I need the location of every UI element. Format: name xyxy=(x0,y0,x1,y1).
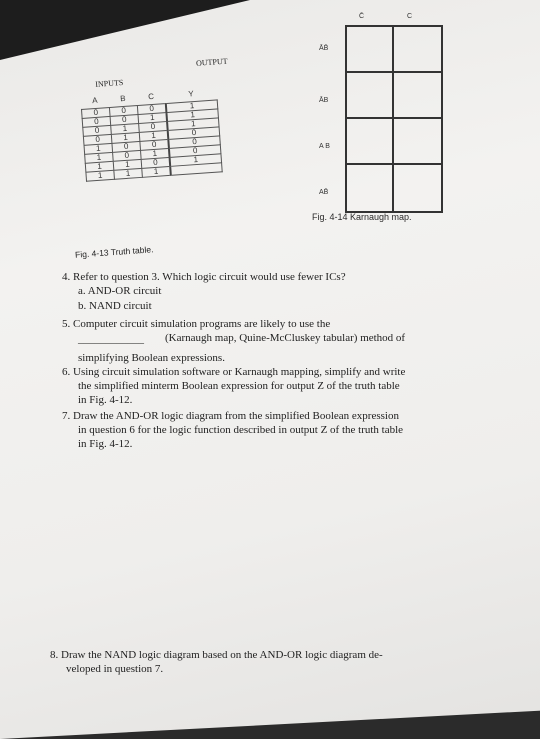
kmap-row-label-1: ĀB̄ xyxy=(319,45,329,52)
truth-table-cell: 0 xyxy=(169,145,221,158)
kmap-col-label-cbar: C̄ xyxy=(359,13,365,20)
kmap-col-label-c: C xyxy=(407,13,413,20)
question-6-line2: the simplified minterm Boolean expression for output Z of the truth table xyxy=(78,380,400,392)
kmap-row-label-4: AB̄ xyxy=(319,189,329,196)
truth-table-cell: 1 xyxy=(85,161,114,172)
truth-table-cell: 1 xyxy=(86,170,115,181)
truth-table-cell: 1 xyxy=(170,154,222,167)
truth-table-cell: 0 xyxy=(83,134,112,145)
kmap-divider-row1 xyxy=(347,71,441,73)
truth-table-cell: 0 xyxy=(168,127,220,140)
truth-table-cell: 1 xyxy=(138,113,167,124)
kmap-grid xyxy=(345,25,443,213)
col-header-b: B xyxy=(119,93,126,104)
question-4a: a. AND-OR circuit xyxy=(78,285,162,297)
question-5-blank: ____________ xyxy=(78,333,144,345)
question-7-line2: in question 6 for the logic function described in output Z of the truth table xyxy=(78,424,404,436)
truth-table-cell: 1 xyxy=(166,100,218,113)
kmap-row-label-2: ĀB xyxy=(319,97,329,104)
question-7-line1: 7. Draw the AND-OR logic diagram from the simplified Boolean expression xyxy=(62,410,399,422)
output-header: OUTPUT xyxy=(195,56,228,68)
truth-table-cell: 1 xyxy=(141,148,170,159)
kmap-divider-row2 xyxy=(347,117,441,119)
truth-table-cell: 1 xyxy=(111,132,140,143)
truth-table-cell: 1 xyxy=(111,123,140,134)
col-header-c: C xyxy=(147,91,155,102)
truth-table xyxy=(80,56,228,181)
truth-table-cell: 0 xyxy=(109,106,138,117)
truth-table-cell: 1 xyxy=(114,168,143,179)
truth-table-cell: 0 xyxy=(141,157,170,168)
kmap-row-label-3: A B xyxy=(319,143,330,150)
col-header-y: Y xyxy=(187,89,194,99)
question-5-line3: simplifying Boolean expressions. xyxy=(78,352,225,364)
truth-table-cell: 0 xyxy=(113,150,142,161)
truth-table-cell: 1 xyxy=(139,130,168,141)
truth-table-cell: 0 xyxy=(82,107,111,118)
truth-table-cell: 1 xyxy=(142,166,171,177)
question-6-line1: 6. Using circuit simulation software or Karnaugh mapping, simplify and write xyxy=(62,366,406,378)
truth-table-caption: Fig. 4-13 Truth table. xyxy=(74,244,154,260)
truth-table-cell: 1 xyxy=(166,109,218,122)
kmap-caption: Fig. 4-14 Karnaugh map. xyxy=(312,212,412,222)
question-5-line1: 5. Computer circuit simulation programs are likely to use the xyxy=(62,318,331,330)
inputs-header: INPUTS xyxy=(94,77,124,89)
truth-table-cell: 0 xyxy=(168,136,220,149)
truth-table-cell: 0 xyxy=(82,116,111,127)
kmap-divider-vertical xyxy=(392,27,394,211)
question-6-line3: in Fig. 4-12. xyxy=(78,394,133,406)
question-7-line3: in Fig. 4-12. xyxy=(78,438,133,450)
question-8-line1: 8. Draw the NAND logic diagram based on the AND-OR logic diagram de- xyxy=(50,649,383,661)
question-4: 4. Refer to question 3. Which logic circuit would use fewer ICs? xyxy=(62,271,346,283)
truth-table-cell: 0 xyxy=(139,121,168,132)
truth-table-cell: 1 xyxy=(113,159,142,170)
kmap-divider-row3 xyxy=(347,163,441,165)
col-header-a: A xyxy=(91,95,98,106)
truth-table-cell: 0 xyxy=(83,125,112,136)
background-corner xyxy=(0,0,250,60)
question-5-line2: (Karnaugh map, Quine-McCluskey tabular) method of xyxy=(165,332,406,344)
truth-table-cell: 1 xyxy=(85,152,114,163)
truth-table-cell: 0 xyxy=(110,115,139,126)
truth-table-cell: 0 xyxy=(137,104,166,115)
question-4b: b. NAND circuit xyxy=(78,300,152,312)
truth-table-cell: 1 xyxy=(84,143,113,154)
truth-table-cell: 1 xyxy=(167,118,219,131)
question-8-line2: veloped in question 7. xyxy=(66,663,164,675)
truth-table-cell: 0 xyxy=(140,139,169,150)
truth-table-cell: 0 xyxy=(112,141,141,152)
